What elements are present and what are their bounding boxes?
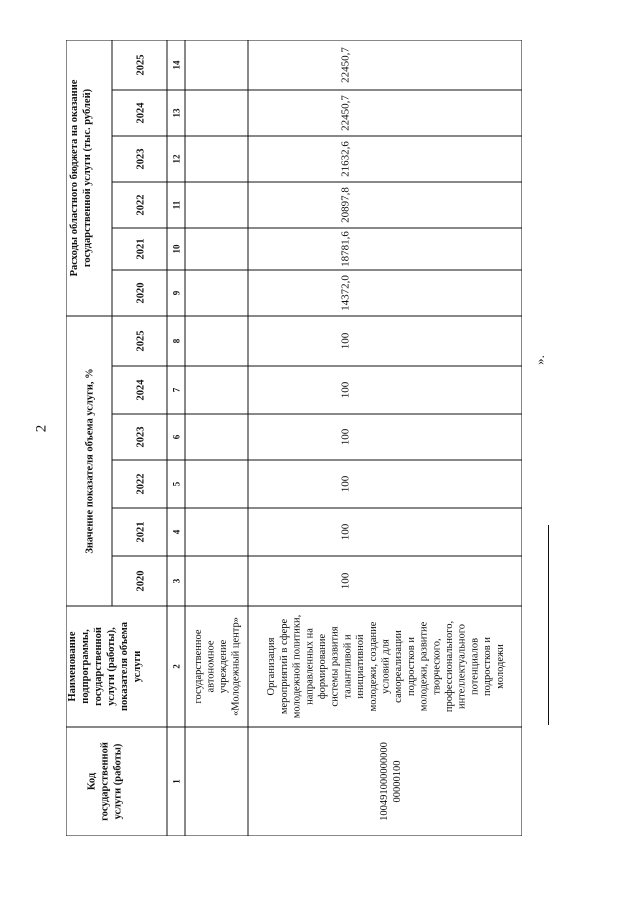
header-name-line: Наименование [67, 631, 78, 702]
header-year-budget-line: 2024 [135, 102, 147, 124]
row-service-name-line: молодежи [494, 644, 506, 689]
header-year-budget [136, 149, 147, 170]
row-service-name-line: условий для [380, 639, 392, 694]
cell-volume-value [340, 475, 352, 492]
column-number-line: 14 [171, 60, 182, 70]
column-number [172, 338, 182, 343]
row-service-name-line: направленных на [304, 628, 316, 705]
budget-table-grid [66, 40, 522, 836]
column-number [172, 779, 182, 784]
cell-budget-value [340, 187, 352, 223]
row-institution-name-line: государственное [192, 629, 204, 704]
header-year-volume [136, 427, 147, 448]
header-year-budget-line: 2023 [135, 148, 147, 170]
column-number [172, 387, 182, 392]
column-number [172, 529, 182, 534]
header-name-line: услуги (работы), [106, 627, 117, 706]
column-number [172, 481, 182, 486]
cell-volume-value-line: 100 [339, 381, 352, 399]
closing-mark: ». [531, 355, 547, 365]
cell-budget-value [340, 47, 352, 83]
header-year-volume-line: 2024 [135, 379, 147, 401]
page-number: 2 [33, 424, 50, 433]
header-year-volume [136, 522, 147, 543]
row-service-name-line: инициативной [355, 634, 367, 699]
row-service-name-line: талантливой и [342, 634, 354, 699]
cell-budget-value [340, 231, 352, 267]
column-number [172, 434, 182, 439]
cell-volume-value [340, 572, 352, 589]
header-budget-group-line: Расходы областного бюджета на оказание [69, 79, 80, 277]
row-service-name-line: подростков и [405, 637, 417, 696]
column-number-line: 9 [171, 290, 182, 296]
header-code [87, 742, 124, 821]
row-service-name-line: потенциалов [469, 637, 481, 696]
cell-budget-value-line: 21632,6 [339, 141, 352, 177]
column-number-line: 2 [171, 664, 182, 669]
row-service-name-line: формирование [317, 633, 328, 700]
cell-budget-value-line: 14372,0 [339, 275, 352, 311]
header-year-volume-line: 2022 [135, 473, 147, 495]
header-year-volume [136, 571, 147, 592]
cell-budget-value-line: 22450,7 [339, 47, 352, 83]
header-year-budget [136, 195, 147, 216]
cell-volume-value [340, 428, 352, 445]
header-year-volume [136, 379, 147, 401]
column-number-line: 11 [171, 200, 182, 210]
header-year-volume-line: 2020 [135, 570, 147, 592]
column-number [172, 154, 182, 164]
column-number [172, 108, 182, 118]
row-service-code [379, 742, 403, 821]
row-service-name-line: творческого, [431, 638, 443, 695]
header-name-line: подпрограммы, [80, 629, 91, 704]
row-service-code-line: 00000100 [392, 760, 403, 803]
row-service-name-line: молодежи, развитие [418, 621, 430, 712]
cell-volume-value-line: 100 [339, 475, 352, 493]
header-code-line: государственной [99, 742, 111, 821]
cell-budget-value-line: 18781,6 [339, 231, 352, 267]
row-institution-name [193, 617, 242, 716]
header-year-budget [136, 239, 147, 260]
header-volume-group-line: Значение показателя объема услуги, % [84, 368, 96, 554]
row-service-name-line: системы развития [329, 626, 341, 707]
cell-volume-value-line: 100 [339, 332, 352, 350]
header-year-volume [136, 474, 147, 495]
column-number-line: 12 [171, 154, 182, 164]
cell-volume-value [340, 332, 352, 349]
column-number-line: 5 [171, 481, 182, 487]
header-year-budget [136, 283, 147, 304]
header-code-line: Код [86, 772, 98, 791]
row-service-code-line: 100491000000000 [379, 742, 390, 821]
row-service-name-line: молодежной политики, [291, 614, 303, 719]
row-service-name-line: подростков и [482, 637, 494, 696]
row-institution-name-line: «Молодежный центр» [230, 617, 242, 716]
column-number [172, 664, 182, 669]
cell-budget-value-line: 20897,8 [339, 187, 352, 223]
header-year-budget [136, 55, 147, 76]
row-institution-name-line: учреждение [217, 639, 229, 694]
row-service-name-line: Организация [266, 637, 278, 696]
column-number-line: 1 [171, 779, 182, 784]
column-number [172, 290, 182, 295]
column-number-line: 13 [171, 108, 182, 118]
column-number [172, 60, 182, 70]
row-service-name-line: мероприятий в сфере [278, 618, 290, 715]
header-name [67, 621, 143, 711]
header-volume-group [85, 368, 96, 553]
column-number-line: 7 [171, 387, 182, 393]
cell-budget-value [340, 141, 352, 177]
column-number-line: 8 [171, 338, 182, 344]
column-number-line: 10 [171, 244, 182, 254]
header-year-volume-line: 2023 [135, 426, 147, 448]
budget-table [66, 40, 522, 836]
cell-volume-value-line: 100 [339, 428, 352, 446]
cell-volume-value [340, 381, 352, 398]
cell-budget-value [340, 275, 352, 311]
row-service-name-line: интеллектуального [456, 623, 468, 710]
row-service-name-line: профессионального, [444, 620, 455, 713]
column-number-line: 4 [171, 529, 182, 535]
row-service-name-line: самореализации [393, 630, 405, 703]
header-name-line: государственной [93, 627, 104, 706]
signature-line [548, 525, 549, 725]
header-year-volume-line: 2021 [135, 521, 147, 543]
header-year-volume [136, 331, 147, 352]
header-budget-group [69, 79, 93, 276]
header-budget-group-line: государственной услуги (тыс. рублей) [82, 88, 93, 268]
cell-budget-value [340, 95, 352, 131]
header-year-budget-line: 2020 [135, 282, 147, 304]
row-institution-name-line: автономное [205, 640, 217, 693]
row-service-name-line: молодежи, создание [367, 621, 379, 712]
cell-volume-value [340, 523, 352, 540]
column-number [172, 578, 182, 583]
header-year-volume-line: 2025 [135, 330, 147, 352]
column-number-line: 3 [171, 578, 182, 584]
header-name-line: услуги [132, 650, 143, 683]
cell-volume-value-line: 100 [339, 572, 352, 590]
header-name-line: показателя объема [119, 621, 130, 712]
column-number [172, 200, 182, 209]
header-code-line: услуги (работы) [112, 743, 124, 820]
column-number [172, 244, 182, 254]
cell-budget-value-line: 22450,7 [339, 95, 352, 131]
header-year-budget [136, 102, 147, 124]
cell-volume-value-line: 100 [339, 523, 352, 541]
header-year-budget-line: 2021 [135, 238, 147, 260]
header-year-budget-line: 2022 [135, 194, 147, 216]
header-year-budget-line: 2025 [135, 54, 147, 76]
row-service-name [266, 615, 506, 718]
column-number-line: 6 [171, 434, 182, 440]
